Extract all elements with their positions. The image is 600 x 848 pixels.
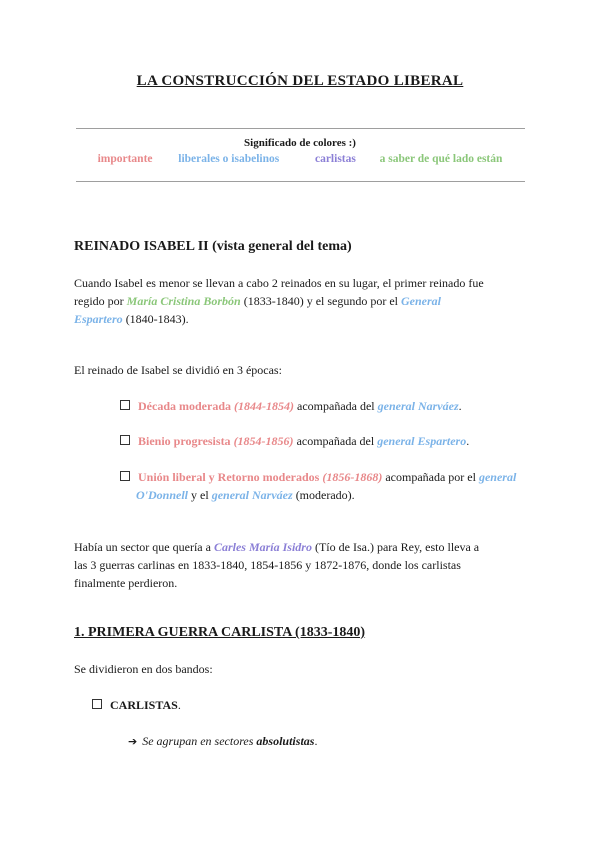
checkbox-icon	[120, 435, 130, 445]
epoch-general: general Espartero	[377, 434, 467, 448]
text-run: regido por	[74, 294, 127, 308]
list-item-epoch-2	[120, 432, 469, 450]
list-item-epoch-3	[120, 468, 516, 486]
paragraph-line: Cuando Isabel es menor se llevan a cabo 2 reinados en su lugar, el primer reinado fue	[74, 276, 484, 290]
paragraph-line	[74, 310, 189, 328]
espartero: Espartero	[74, 312, 123, 326]
text-run: .	[177, 698, 181, 712]
legend-liberales: liberales o isabelinos	[178, 153, 280, 165]
checkbox-icon	[120, 471, 130, 481]
text-run: .	[458, 399, 462, 413]
text-run: acompañada por el	[382, 470, 479, 484]
legend-carlistas: carlistas	[314, 153, 356, 165]
section-heading-reinado: REINADO ISABEL II (vista general del tema)	[74, 239, 352, 254]
epoch-general: O'Donnell	[136, 488, 189, 502]
epoch-name: Bienio progresista	[138, 434, 231, 448]
absolutistas: absolutistas	[256, 734, 315, 748]
list-item-epoch-1	[120, 397, 462, 415]
text-run: .	[314, 734, 318, 748]
color-legend	[0, 153, 600, 165]
text-run: (1840-1843).	[122, 312, 189, 326]
epoch-years: (1854-1856)	[233, 434, 294, 448]
general-label: General	[401, 294, 442, 308]
legend-lado: a saber de qué lado están	[379, 153, 503, 165]
paragraph-epocas: El reinado de Isabel se dividió en 3 épocas:	[74, 363, 282, 377]
section-heading-primera-guerra: 1. PRIMERA GUERRA CARLISTA (1833-1840)	[74, 625, 366, 640]
text-run: Había un sector que quería a	[74, 540, 214, 554]
epoch-general: general Narváez	[377, 399, 459, 413]
text-run: Se agrupan en sectores	[142, 734, 257, 748]
divider-top	[76, 128, 525, 129]
epoch-name: Unión liberal y Retorno moderados	[138, 470, 320, 484]
list-item-epoch-3-cont	[136, 486, 355, 504]
text-run: .	[466, 434, 470, 448]
legend-importante: importante	[97, 153, 153, 165]
maria-cristina: María Cristina Borbón	[126, 294, 241, 308]
bando-name: CARLISTAS	[110, 698, 178, 712]
text-run: (Tío de Isa.) para Rey, esto lleva a	[311, 540, 480, 554]
checkbox-icon	[120, 400, 130, 410]
text-run: y el	[188, 488, 212, 502]
checkbox-icon	[92, 699, 102, 709]
paragraph-bandos: Se dividieron en dos bandos:	[74, 662, 213, 676]
legend-heading: Significado de colores :)	[244, 137, 356, 149]
epoch-general: general	[478, 470, 517, 484]
sub-item-absolutistas	[128, 732, 317, 751]
text-run: (1833-1840) y el segundo por el	[240, 294, 402, 308]
page-title: LA CONSTRUCCIÓN DEL ESTADO LIBERAL	[136, 73, 464, 89]
divider-bottom	[76, 181, 525, 182]
list-item-carlistas	[92, 696, 181, 714]
carles-maria-isidro: Carles María Isidro	[213, 540, 312, 554]
epoch-general: general Narváez	[211, 488, 293, 502]
epoch-years: (1856-1868)	[322, 470, 383, 484]
epoch-name: Década moderada	[138, 399, 231, 413]
text-run: acompañada del	[293, 434, 378, 448]
epoch-years: (1844-1854)	[234, 399, 294, 413]
text-run: acompañada del	[294, 399, 378, 413]
text-run: (moderado).	[292, 488, 355, 502]
arrow-right-icon: ➔	[128, 735, 138, 748]
paragraph-line	[74, 292, 441, 310]
paragraph-line	[74, 538, 479, 556]
paragraph-line: las 3 guerras carlinas en 1833-1840, 1854-1856 y 1872-1876, donde los carlistas	[74, 558, 461, 572]
paragraph-line: finalmente perdieron.	[74, 576, 178, 590]
